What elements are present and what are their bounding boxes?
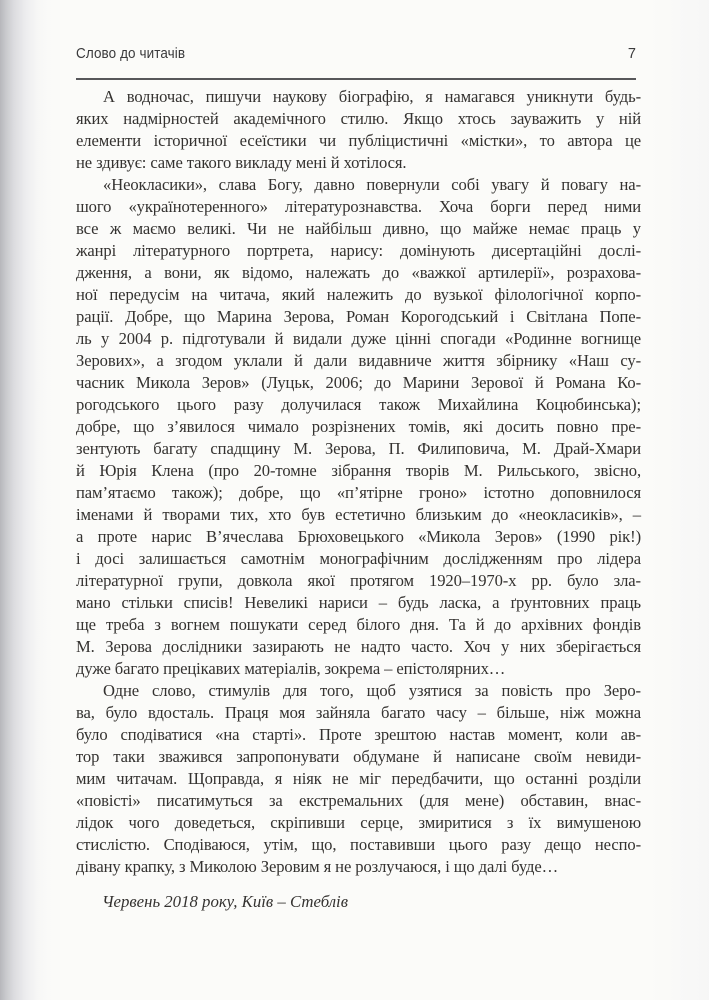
text-line: «Неокласики», слава Богу, давно повернули собі увагу й повагу на- — [103, 175, 641, 194]
body-text — [76, 86, 641, 878]
dateline: Червень 2018 року, Київ – Стеблів — [102, 892, 349, 911]
text-line: рогодського цього разу долучилася також Михайлина Коцюбинська); — [76, 395, 641, 414]
text-line: зентують багату спадщину М. Зерова, П. Филиповича, М. Драй-Хмари — [76, 439, 641, 458]
text-line: Одне слово, стимулів для того, щоб узятися за повість про Зеро- — [103, 681, 641, 700]
text-line: й Юрія Клена (про 20-томне зібрання творів М. Рильського, звісно, — [76, 461, 641, 480]
text-line: рації. Добре, що Марина Зерова, Роман Корогодський і Світлана Попе- — [76, 307, 641, 326]
text-line: яких надмірностей академічного стилю. Якщо хтось зауважить у ній — [76, 109, 641, 128]
running-header-title: Слово до читачів — [76, 46, 186, 62]
text-line: М. Зерова дослідники зазирають не надто часто. Хоч у них зберігається — [76, 637, 641, 656]
scan-gutter-shadow — [0, 0, 52, 1000]
text-line: не здивує: саме такого викладу мені й хотілося. — [76, 153, 407, 172]
text-line: тор таки зважився запропонувати обдумане й написане своїм невиди- — [76, 747, 641, 766]
text-line: все ж маємо великі. Чи не найбільш дивно, що майже немає праць у — [76, 219, 641, 238]
header-rule — [76, 78, 636, 80]
text-line: шого «українотеренного» літературознавства. Хоча борги перед ними — [76, 197, 641, 216]
text-line: мано стільки списів! Невеликі нариси – будь ласка, а ґрунтовних праць — [76, 593, 641, 612]
page-number: 7 — [627, 46, 636, 62]
text-line: ної передусім на читача, який належить до вузької філологічної корпо- — [76, 285, 641, 304]
text-line: було сподіватися «на старті». Проте зрештою настав момент, коли ав- — [76, 725, 641, 744]
text-line: А водночас, пишучи наукову біографію, я намагався уникнути будь- — [103, 87, 641, 106]
text-line: і досі залишається самотнім монографічним дослідженням про лідера — [76, 549, 641, 568]
text-line: ва, було вдосталь. Праця моя зайняла багато часу – більше, ніж можна — [76, 703, 641, 722]
text-line: жанрі літературного портрета, нарису: домінують дисертаційні дослі- — [76, 241, 641, 260]
text-line: дуже багато прецікавих матеріалів, зокрема – епістолярних… — [76, 659, 506, 678]
text-line: ще треба з вогнем пошукати серед білого дня. Та й до архівних фондів — [76, 615, 641, 634]
text-line: лідок чого доведеться, скріпивши серце, змиритися з їх вимушеною — [76, 813, 641, 832]
text-line: дження, а вони, як відомо, належать до «важкої артилерії», розрахова- — [76, 263, 641, 282]
text-line: стислістю. Сподіваюся, утім, що, поставивши цього разу дещо неспо- — [76, 835, 641, 854]
text-line: ль у 2004 р. підготували й видали дуже цінні спогади «Родинне вогнище — [76, 329, 641, 348]
text-line: Зерових», а згодом уклали й дали видавниче життя збірнику «Наш су- — [76, 351, 641, 370]
text-line: мим читачам. Щоправда, я ніяк не міг передбачити, що останні розділи — [76, 769, 641, 788]
text-line: добре, що з’явилося чимало розрізнених томів, які досить повно пре- — [76, 417, 641, 436]
text-line: іменами й творами тих, хто був естетично близьким до «неокласиків», – — [76, 505, 641, 524]
running-header — [76, 46, 636, 62]
text-line: елементи історичної есеїстики чи публіцистичні «містки», то автора це — [76, 131, 641, 150]
text-line: пам’ятаємо також); добре, що «п’ятірне гроно» істотно доповнилося — [76, 483, 641, 502]
text-line: дівану крапку, з Миколою Зеровим я не розлучаюся, і що далі буде… — [76, 857, 559, 876]
text-line: а проте нарис В’ячеслава Брюховецького «Микола Зеров» (1990 рік!) — [76, 527, 641, 546]
text-line: часник Микола Зеров» (Луцьк, 2006; до Марини Зерової й Романа Ко- — [76, 373, 641, 392]
text-line: «повісті» писатимуться за екстремальних (для мене) обставин, внас- — [76, 791, 641, 810]
scan-right-edge-shade — [649, 0, 709, 1000]
text-line: літературної групи, довкола якої протягом 1920–1970-х рр. було зла- — [76, 571, 641, 590]
